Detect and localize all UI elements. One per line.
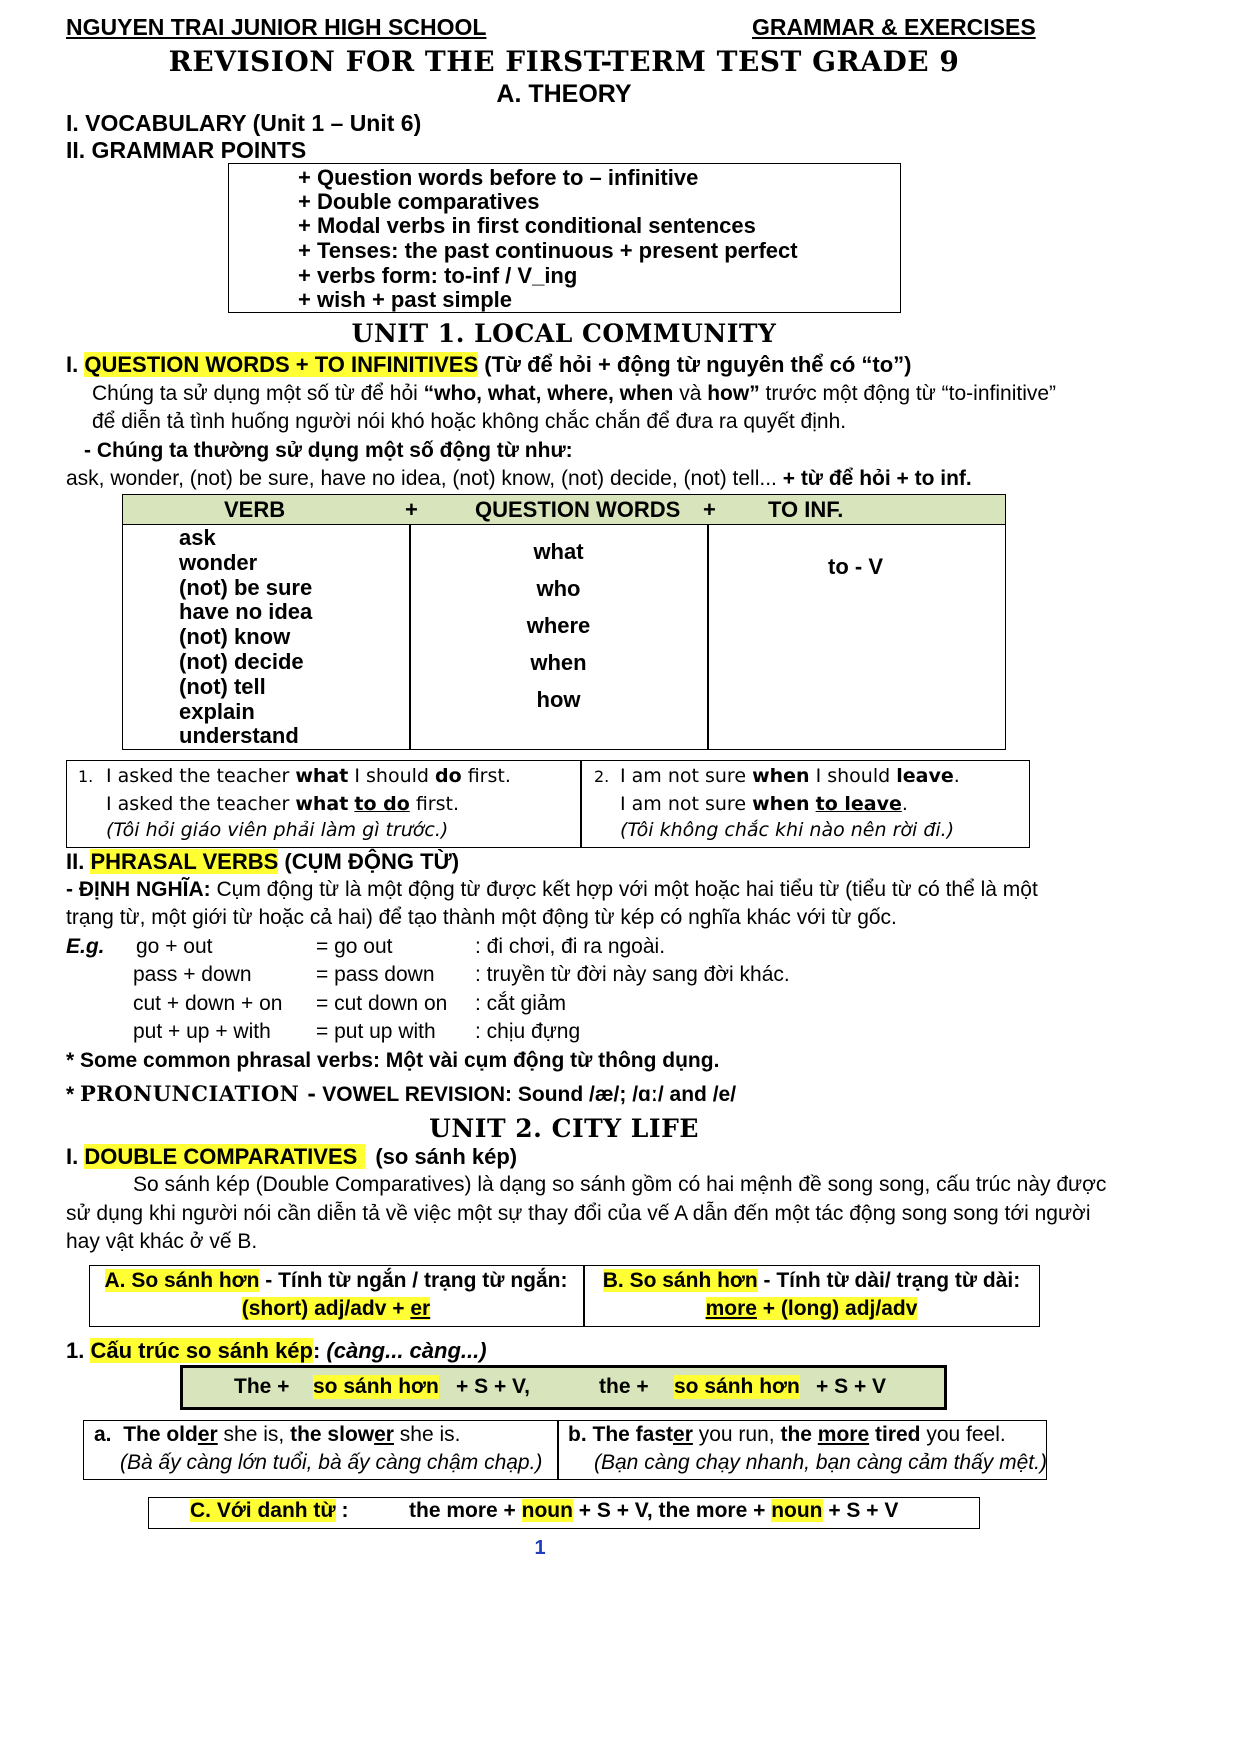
definition-line-1: - ĐỊNH NGHĨA: Cụm động từ là một động từ được kết hợp với một hoặc hai tiểu từ (tiểu từ có thể là một	[66, 878, 1038, 901]
example-2-translation: (Tôi không chắc khi nào nên rời đi.)	[620, 819, 955, 841]
phrasal-meaning: : đi chơi, đi ra ngoài.	[475, 935, 666, 958]
phrasal-meaning: : cắt giảm	[475, 992, 567, 1015]
example-1-line-1: I asked the teacher what I should do first.	[106, 765, 511, 787]
unit2-paragraph-line-3: hay vật khác ở vế B.	[66, 1230, 258, 1253]
school-name: NGUYEN TRAI JUNIOR HIGH SCHOOL	[66, 14, 487, 40]
example-1-translation: (Tôi hỏi giáo viên phải làm gì trước.)	[106, 819, 449, 841]
vocab-heading: I. VOCABULARY (Unit 1 – Unit 6)	[66, 110, 422, 136]
noun-label: C. Với danh từ :	[190, 1499, 349, 1522]
phrasal-result: = go out	[316, 935, 393, 958]
example-number: 1.	[78, 767, 94, 786]
example-2-line-1: I am not sure when I should leave.	[620, 765, 960, 787]
verb-item: understand	[179, 723, 299, 748]
phrasal-result: = pass down	[316, 963, 435, 986]
unit2-paragraph-line-1: So sánh kép (Double Comparatives) là dạng so sánh gồm có hai mệnh đề song song, cấu trúc này được	[133, 1173, 1107, 1196]
question-word: what	[533, 539, 584, 564]
unit2-paragraph-line-2: sử dụng khi người nói cần diễn tả về việc một sự thay đổi của vế A dẫn đến một tác động song song tới người	[66, 1202, 1091, 1225]
phrasal-combo: cut + down + on	[133, 992, 283, 1015]
example-number: 2.	[594, 767, 610, 786]
unit2-section1-heading: I. DOUBLE COMPARATIVES (so sánh kép)	[66, 1144, 518, 1169]
unit1-section2-heading: II. PHRASAL VERBS (CỤM ĐỘNG TỪ)	[66, 849, 460, 874]
comparative-b-line-2: more + (long) adj/adv	[705, 1297, 918, 1320]
formula-comparative: so sánh hơn	[674, 1375, 800, 1398]
phrasal-combo: go + out	[136, 935, 213, 958]
header-plus: +	[405, 497, 418, 522]
comparative-b-line-1: B. So sánh hơn - Tính từ dài/ trạng từ dài:	[602, 1269, 1021, 1292]
grammar-point: + Modal verbs in first conditional sentences	[298, 213, 756, 238]
formula-subject-verb: + S + V,	[456, 1375, 530, 1398]
question-word: who	[536, 576, 581, 601]
structure-heading: 1. Cấu trúc so sánh kép: (càng... càng...)	[66, 1338, 487, 1363]
example-b-translation: (Bạn càng chạy nhanh, bạn càng cảm thấy mệt.)	[594, 1451, 1047, 1474]
eg-label: E.g.	[66, 935, 105, 958]
verb-item: explain	[179, 699, 255, 724]
verb-item: wonder	[179, 550, 258, 575]
phrasal-meaning: : truyền từ đời này sang đời khác.	[475, 963, 790, 986]
phrasal-result: = put up with	[316, 1020, 436, 1043]
phrasal-meaning: : chịu đựng	[475, 1020, 581, 1043]
question-word: when	[530, 650, 587, 675]
verb-item: (not) decide	[179, 649, 304, 674]
example-a: a. The older she is, the slower she is.	[94, 1423, 461, 1446]
formula-the: The +	[234, 1375, 290, 1398]
verb-item: have no idea	[179, 599, 313, 624]
page-number: 1	[534, 1537, 546, 1559]
verb-item: ask	[179, 525, 216, 550]
pronunciation-line: * PRONUNCIATION - VOWEL REVISION: Sound /æ/; /ɑː/ and /e/	[66, 1081, 737, 1106]
section-heading: A. THEORY	[496, 80, 632, 108]
header-question-words: QUESTION WORDS	[475, 497, 681, 522]
comparative-a-line-2: (short) adj/adv + er	[241, 1297, 431, 1320]
unit2-title: UNIT 2. CITY LIFE	[429, 1114, 699, 1143]
grammar-point: + wish + past simple	[298, 287, 512, 312]
question-word: where	[526, 613, 591, 638]
grammar-heading: II. GRAMMAR POINTS	[66, 137, 307, 163]
to-inf-value: to - V	[828, 554, 883, 579]
formula-subject-verb: + S + V	[816, 1375, 887, 1398]
header-verb: VERB	[224, 497, 286, 522]
examples-divider	[580, 761, 582, 847]
verb-item: (not) know	[179, 624, 291, 649]
unit1-paragraph-1: Chúng ta sử dụng một số từ để hỏi “who, what, where, when và how” trước một động từ “to-infinitive”	[92, 382, 1057, 405]
grammar-point: + Double comparatives	[298, 189, 540, 214]
formula-comparative: so sánh hơn	[313, 1375, 439, 1398]
formula-the: the +	[599, 1375, 649, 1398]
noun-formula: the more + noun + S + V, the more + noun + S + V	[409, 1499, 899, 1522]
header-plus: +	[703, 497, 716, 522]
grammar-point: + Question words before to – infinitive	[298, 165, 699, 190]
table-divider	[707, 524, 709, 749]
unit1-paragraph-2: - Chúng ta thường sử dụng một số động từ như:	[84, 439, 573, 462]
verb-item: (not) be sure	[179, 575, 313, 600]
example-b: b. The faster you run, the more tired you feel.	[568, 1423, 1006, 1446]
verb-item: (not) tell	[179, 674, 266, 699]
subject-label: GRAMMAR & EXERCISES	[752, 14, 1036, 40]
unit1-paragraph-1-cont: để diễn tả tình huống người nói khó hoặc không chắc chắn để đưa ra quyết định.	[92, 410, 847, 433]
comparative-a-line-1: A. So sánh hơn - Tính từ ngắn / trạng từ ngắn:	[104, 1269, 568, 1292]
common-phrasal-verbs: * Some common phrasal verbs: Một vài cụm động từ thông dụng.	[66, 1049, 720, 1072]
page-title: REVISION FOR THE FIRST-TERM TEST GRADE 9	[168, 45, 960, 78]
example-2-line-2: I am not sure when to leave.	[620, 793, 908, 815]
grammar-point: + Tenses: the past continuous + present perfect	[298, 238, 798, 263]
phrasal-combo: pass + down	[133, 963, 252, 986]
question-word: how	[536, 687, 581, 712]
grammar-point: + verbs form: to-inf / V_ing	[298, 263, 578, 288]
phrasal-result: = cut down on	[316, 992, 448, 1015]
header-to-inf: TO INF.	[768, 497, 844, 522]
example-a-translation: (Bà ấy càng lớn tuổi, bà ấy càng chậm chạp.)	[120, 1451, 543, 1474]
unit1-title: UNIT 1. LOCAL COMMUNITY	[351, 319, 777, 348]
definition-line-2: trạng từ, một giới từ hoặc cả hai) để tạo thành một động từ kép có nghĩa khác với từ gốc.	[66, 906, 897, 929]
unit1-section1-heading: I. QUESTION WORDS + TO INFINITIVES (Từ để hỏi + động từ nguyên thể có “to”)	[66, 352, 912, 377]
examples-divider	[557, 1421, 559, 1479]
unit1-verb-list: ask, wonder, (not) be sure, have no idea, (not) know, (not) decide, (not) tell... + từ để hỏi + to inf.	[66, 467, 972, 490]
phrasal-combo: put + up + with	[133, 1020, 271, 1043]
example-1-line-2: I asked the teacher what to do first.	[106, 793, 459, 815]
